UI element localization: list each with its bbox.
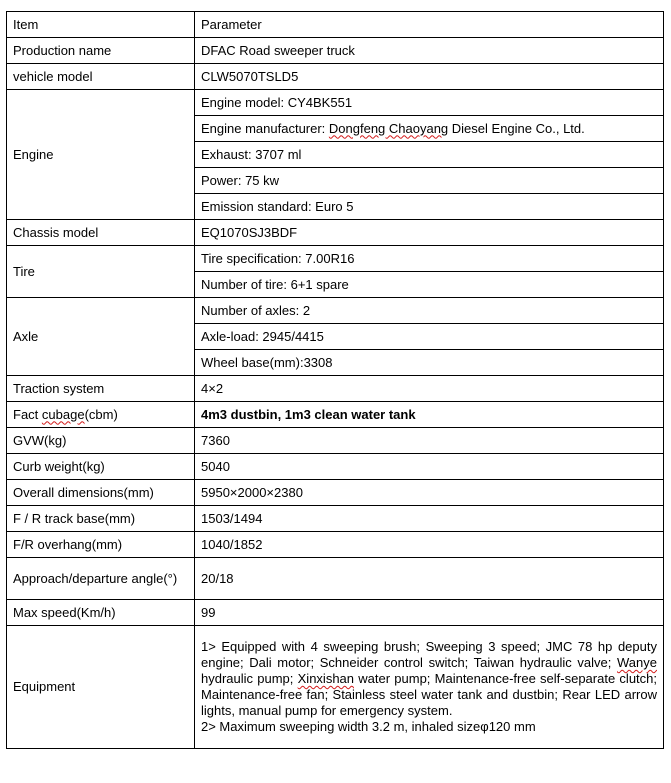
equipment-line-2: 2> Maximum sweeping width 3.2 m, inhaled sizeφ120 mm — [201, 719, 536, 734]
text-span: (cbm) — [84, 406, 118, 422]
header-item: Item — [7, 12, 195, 38]
row-label: Engine — [7, 90, 195, 220]
text-span: hydraulic pump; — [201, 671, 298, 686]
row-label: Tire — [7, 246, 195, 298]
row-value: Number of tire: 6+1 spare — [195, 272, 664, 298]
text-span: Engine manufacturer: — [201, 120, 329, 136]
row-label: Equipment — [7, 626, 195, 749]
row-value: Power: 75 kw — [195, 168, 664, 194]
row-value: 1503/1494 — [195, 506, 664, 532]
row-value: 4m3 dustbin, 1m3 clean water tank — [195, 402, 664, 428]
row-value: Wheel base(mm):3308 — [195, 350, 664, 376]
table-row — [7, 428, 664, 454]
row-value: 20/18 — [195, 558, 664, 600]
row-label: Axle — [7, 298, 195, 376]
table-row — [7, 64, 664, 90]
row-label — [7, 402, 195, 428]
table-row — [7, 626, 664, 749]
spellcheck-underlined-text: Xinxishan — [297, 671, 355, 686]
table-row — [7, 298, 664, 324]
table-row — [7, 532, 664, 558]
row-value: Tire specification: 7.00R16 — [195, 246, 664, 272]
table-row — [7, 90, 664, 116]
row-label: F/R overhang(mm) — [7, 532, 195, 558]
table-row — [7, 558, 664, 600]
header-parameter: Parameter — [195, 12, 664, 38]
row-label: Chassis model — [7, 220, 195, 246]
row-label: Max speed(Km/h) — [7, 600, 195, 626]
row-value: DFAC Road sweeper truck — [195, 38, 664, 64]
row-value: Exhaust: 3707 ml — [195, 142, 664, 168]
spellcheck-underlined-text: Dongfeng Chaoyang — [328, 120, 449, 136]
row-value: 99 — [195, 600, 664, 626]
row-label: Traction system — [7, 376, 195, 402]
spellcheck-underlined-text: Wanye — [617, 655, 657, 670]
row-value: 4×2 — [195, 376, 664, 402]
row-value: Engine model: CY4BK551 — [195, 90, 664, 116]
text-span: Fact — [13, 406, 42, 422]
row-value: 7360 — [195, 428, 664, 454]
table-row — [7, 480, 664, 506]
table-row — [7, 376, 664, 402]
row-value — [195, 116, 664, 142]
row-value: CLW5070TSLD5 — [195, 64, 664, 90]
row-label: Overall dimensions(mm) — [7, 480, 195, 506]
text-span: 1> Equipped with 4 sweeping brush; Sweeping 3 speed; JMC 78 hp deputy engine; Dali motor; Schneider control switch; Taiwan hydraulic valve; — [201, 639, 657, 670]
row-value: 1040/1852 — [195, 532, 664, 558]
row-value: 5040 — [195, 454, 664, 480]
spec-table — [6, 11, 664, 749]
table-row — [7, 246, 664, 272]
table-header-row — [7, 12, 664, 38]
row-value: EQ1070SJ3BDF — [195, 220, 664, 246]
table-row — [7, 220, 664, 246]
table-row — [7, 600, 664, 626]
row-label: F / R track base(mm) — [7, 506, 195, 532]
row-value: Number of axles: 2 — [195, 298, 664, 324]
row-label: Curb weight(kg) — [7, 454, 195, 480]
text-span: water pump; Maintenance-free self-separate clutch; Maintenance-free fan; Stainless steel water tank and dustbin; Rear LED arrow lights, manual pump for emergency system. — [201, 671, 657, 718]
table-row — [7, 506, 664, 532]
row-value: 5950×2000×2380 — [195, 480, 664, 506]
row-value: Emission standard: Euro 5 — [195, 194, 664, 220]
row-label: vehicle model — [7, 64, 195, 90]
spellcheck-underlined-text: cubage — [41, 406, 85, 422]
row-value: Axle-load: 2945/4415 — [195, 324, 664, 350]
row-label: Production name — [7, 38, 195, 64]
table-row — [7, 402, 664, 428]
row-label: Approach/departure angle(°) — [7, 558, 195, 600]
row-label: GVW(kg) — [7, 428, 195, 454]
table-row — [7, 38, 664, 64]
equipment-line-1 — [201, 639, 657, 718]
table-row — [7, 454, 664, 480]
equipment-value — [195, 626, 664, 749]
text-span: Diesel Engine Co., Ltd. — [448, 120, 585, 136]
